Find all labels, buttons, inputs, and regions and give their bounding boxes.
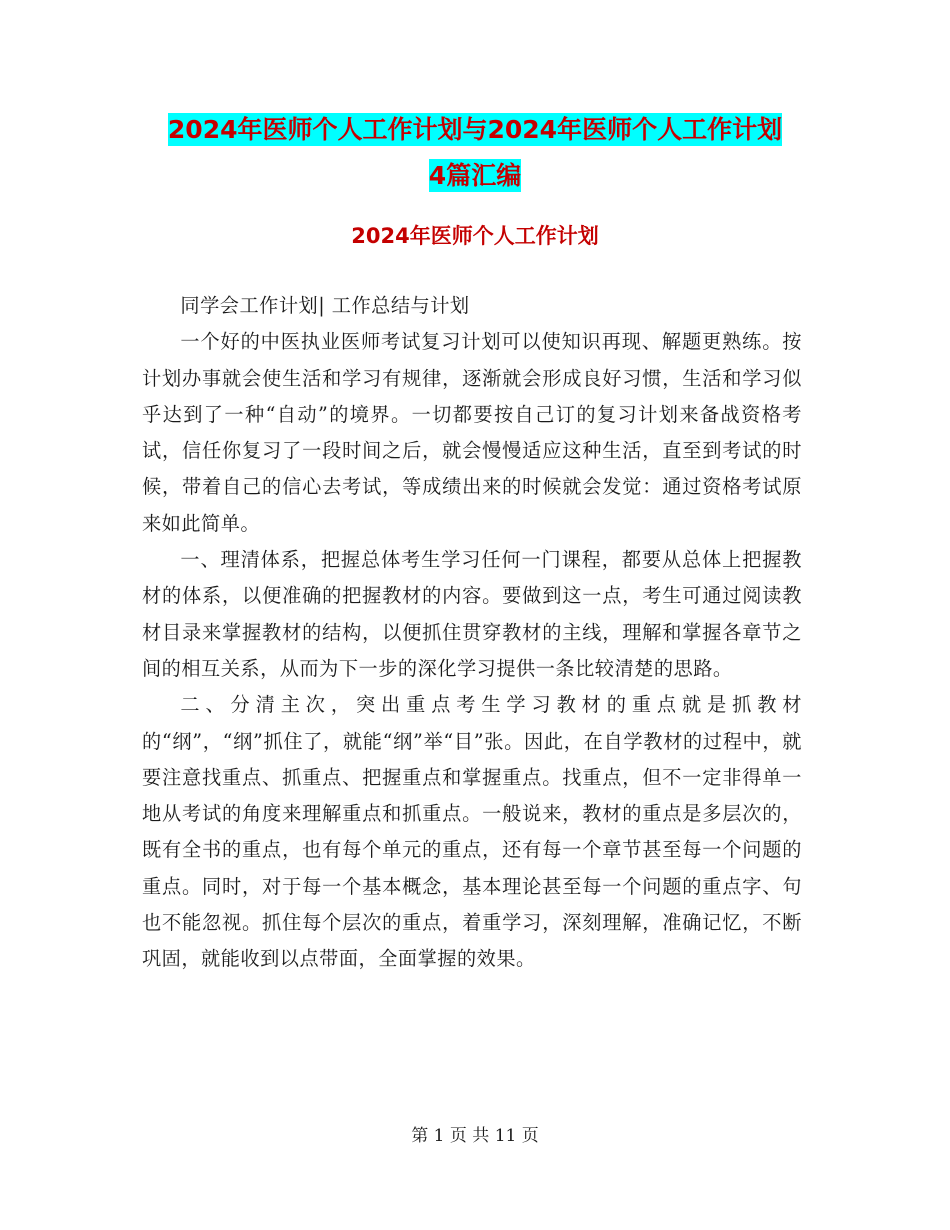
document-title — [0, 106, 950, 154]
document-body — [142, 288, 802, 978]
paragraph-point-1: 一、理清体系，把握总体考生学习任何一门课程，都要从总体上把握教材的体系，以便准确的把握教材的内容。要做到这一点，考生可通过阅读教材目录来掌握教材的结构，以便抓住贯穿教材的主线，理解和掌握各章节之间的相互关系，从而为下一步的深化学习提供一条比较清楚的思路。 — [142, 548, 802, 680]
section-title: 2024年医师个人工作计划 — [351, 224, 599, 248]
paragraph-point-2: 二、分清主次，突出重点考生学习教材的重点就是抓教材的“纲”，“纲”抓住了，就能“纲”举“目”张。因此，在自学教材的过程中，就要注意找重点、抓重点、把握重点和掌握重点。找重点，但不一定非得单一地从考试的角度来理解重点和抓重点。一般说来，教材的重点是多层次的，既有全书的重点，也有每个单元的重点，还有每一个章节甚至每一个问题的重点。同时，对于每一个基本概念，基本理论甚至每一个问题的重点字、句也不能忽视。抓住每个层次的重点，着重学习，深刻理解，准确记忆，不断巩固，就能收到以点带面，全面掌握的效果。 — [142, 693, 802, 971]
paragraph-subtitle: 同学会工作计划| 工作总结与计划 — [180, 294, 470, 317]
paragraph-intro: 一个好的中医执业医师考试复习计划可以使知识再现、解题更熟练。按计划办事就会使生活和学习有规律，逐渐就会形成良好习惯，生活和学习似乎达到了一种“自动”的境界。一切都要按自己订的复习计划来备战资格考试，信任你复习了一段时间之后，就会慢慢适应这种生活，直至到考试的时候，带着自己的信心去考试，等成绩出来的时候就会发觉：通过资格考试原来如此简单。 — [142, 330, 802, 535]
document-title-continued — [0, 152, 950, 200]
document-title-line-1: 2024年医师个人工作计划与2024年医师个人工作计划 — [167, 115, 783, 144]
page-footer: 第 1 页 共 11 页 — [411, 1126, 539, 1146]
document-title-line-2: 4篇汇编 — [428, 161, 522, 190]
